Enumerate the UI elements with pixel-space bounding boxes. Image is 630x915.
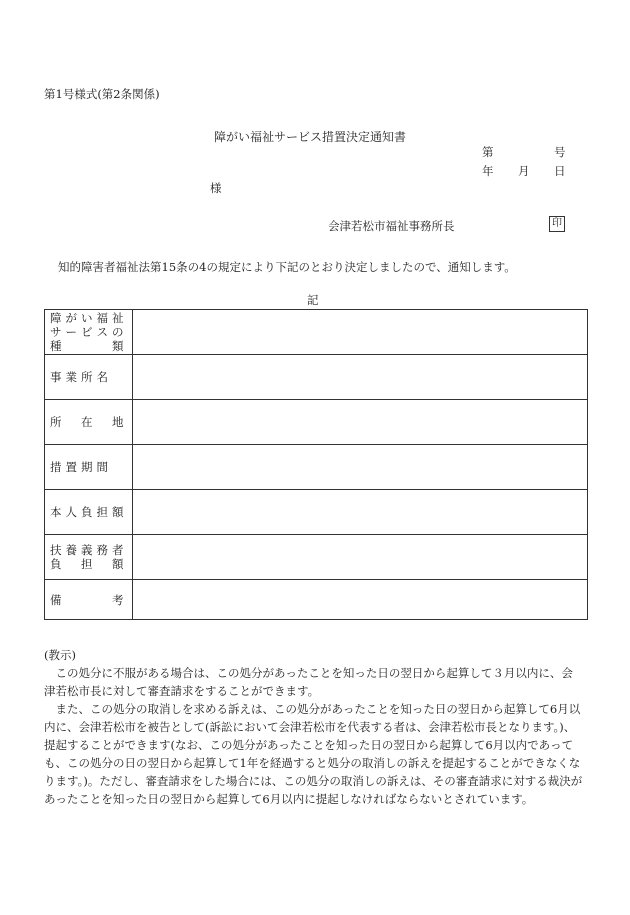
row-value[interactable] <box>133 445 588 490</box>
seal-mark: 印 <box>549 216 565 232</box>
date-month: 月 <box>518 164 530 178</box>
row-value[interactable] <box>133 580 588 620</box>
row-label: 事業所名 <box>45 355 133 400</box>
table-row <box>45 580 588 620</box>
table-row <box>45 355 588 400</box>
addressee-suffix: 様 <box>210 181 222 195</box>
number-go: 号 <box>554 145 566 159</box>
row-label: 措置期間 <box>45 445 133 490</box>
row-value[interactable] <box>133 310 588 355</box>
row-value[interactable] <box>133 535 588 580</box>
row-value[interactable] <box>133 355 588 400</box>
instructions-para-2: また、この処分の取消しを求める訴えは、この処分があったことを知った日の翌日から起算して6月以内に、会津若松市を被告として(訴訟において会津若松市を代表する者は、会津若松市長となります。)、提起することができます(なお、この処分があったことを知った日の翌日から起算して6月以内であっても、この処分の日の翌日から起算して1年を経過すると処分の取消しの訴えを提起することができなくなります。)。ただし、審査請求をした場合には、この処分の取消しの訴えは、その審査請求に対する裁決があったことを知った日の翌日から起算して6月以内に提起しなければならないとされています。 <box>44 702 583 806</box>
row-label: 備 考 <box>45 580 133 620</box>
row-label-line: 負 担 額 <box>50 557 128 571</box>
table-row <box>45 400 588 445</box>
row-value[interactable] <box>133 400 588 445</box>
ki-heading: 記 <box>307 293 319 307</box>
notice-text: 知的障害者福祉法第15条の4の規定により下記のとおり決定しましたので、通知します。 <box>58 260 516 274</box>
number-dai: 第 <box>482 145 494 159</box>
instructions-para-1: この処分に不服がある場合は、この処分があったことを知った日の翌日から起算して３月以内に、会津若松市長に対して審査請求をすることができます。 <box>44 666 573 698</box>
row-label-line: 種 類 <box>50 339 128 353</box>
row-label-line: 障がい福祉 <box>50 311 128 325</box>
row-label-line: サービスの <box>50 325 128 339</box>
items-table <box>44 309 588 620</box>
form-label: 第1号様式(第2条関係) <box>44 87 160 101</box>
document-title: 障がい福祉サービス措置決定通知書 <box>214 130 407 144</box>
row-value[interactable] <box>133 490 588 535</box>
row-label <box>45 535 133 580</box>
row-label: 所 在 地 <box>45 400 133 445</box>
date-year: 年 <box>482 164 494 178</box>
instructions-heading: (教示) <box>44 648 76 662</box>
issuer-name: 会津若松市福祉事務所長 <box>328 219 455 233</box>
table-row <box>45 490 588 535</box>
row-label-line: 扶養義務者 <box>50 543 128 557</box>
table-row <box>45 445 588 490</box>
row-label: 本人負担額 <box>45 490 133 535</box>
table-row <box>45 310 588 355</box>
date-day: 日 <box>554 164 566 178</box>
row-label <box>45 310 133 355</box>
table-row <box>45 535 588 580</box>
